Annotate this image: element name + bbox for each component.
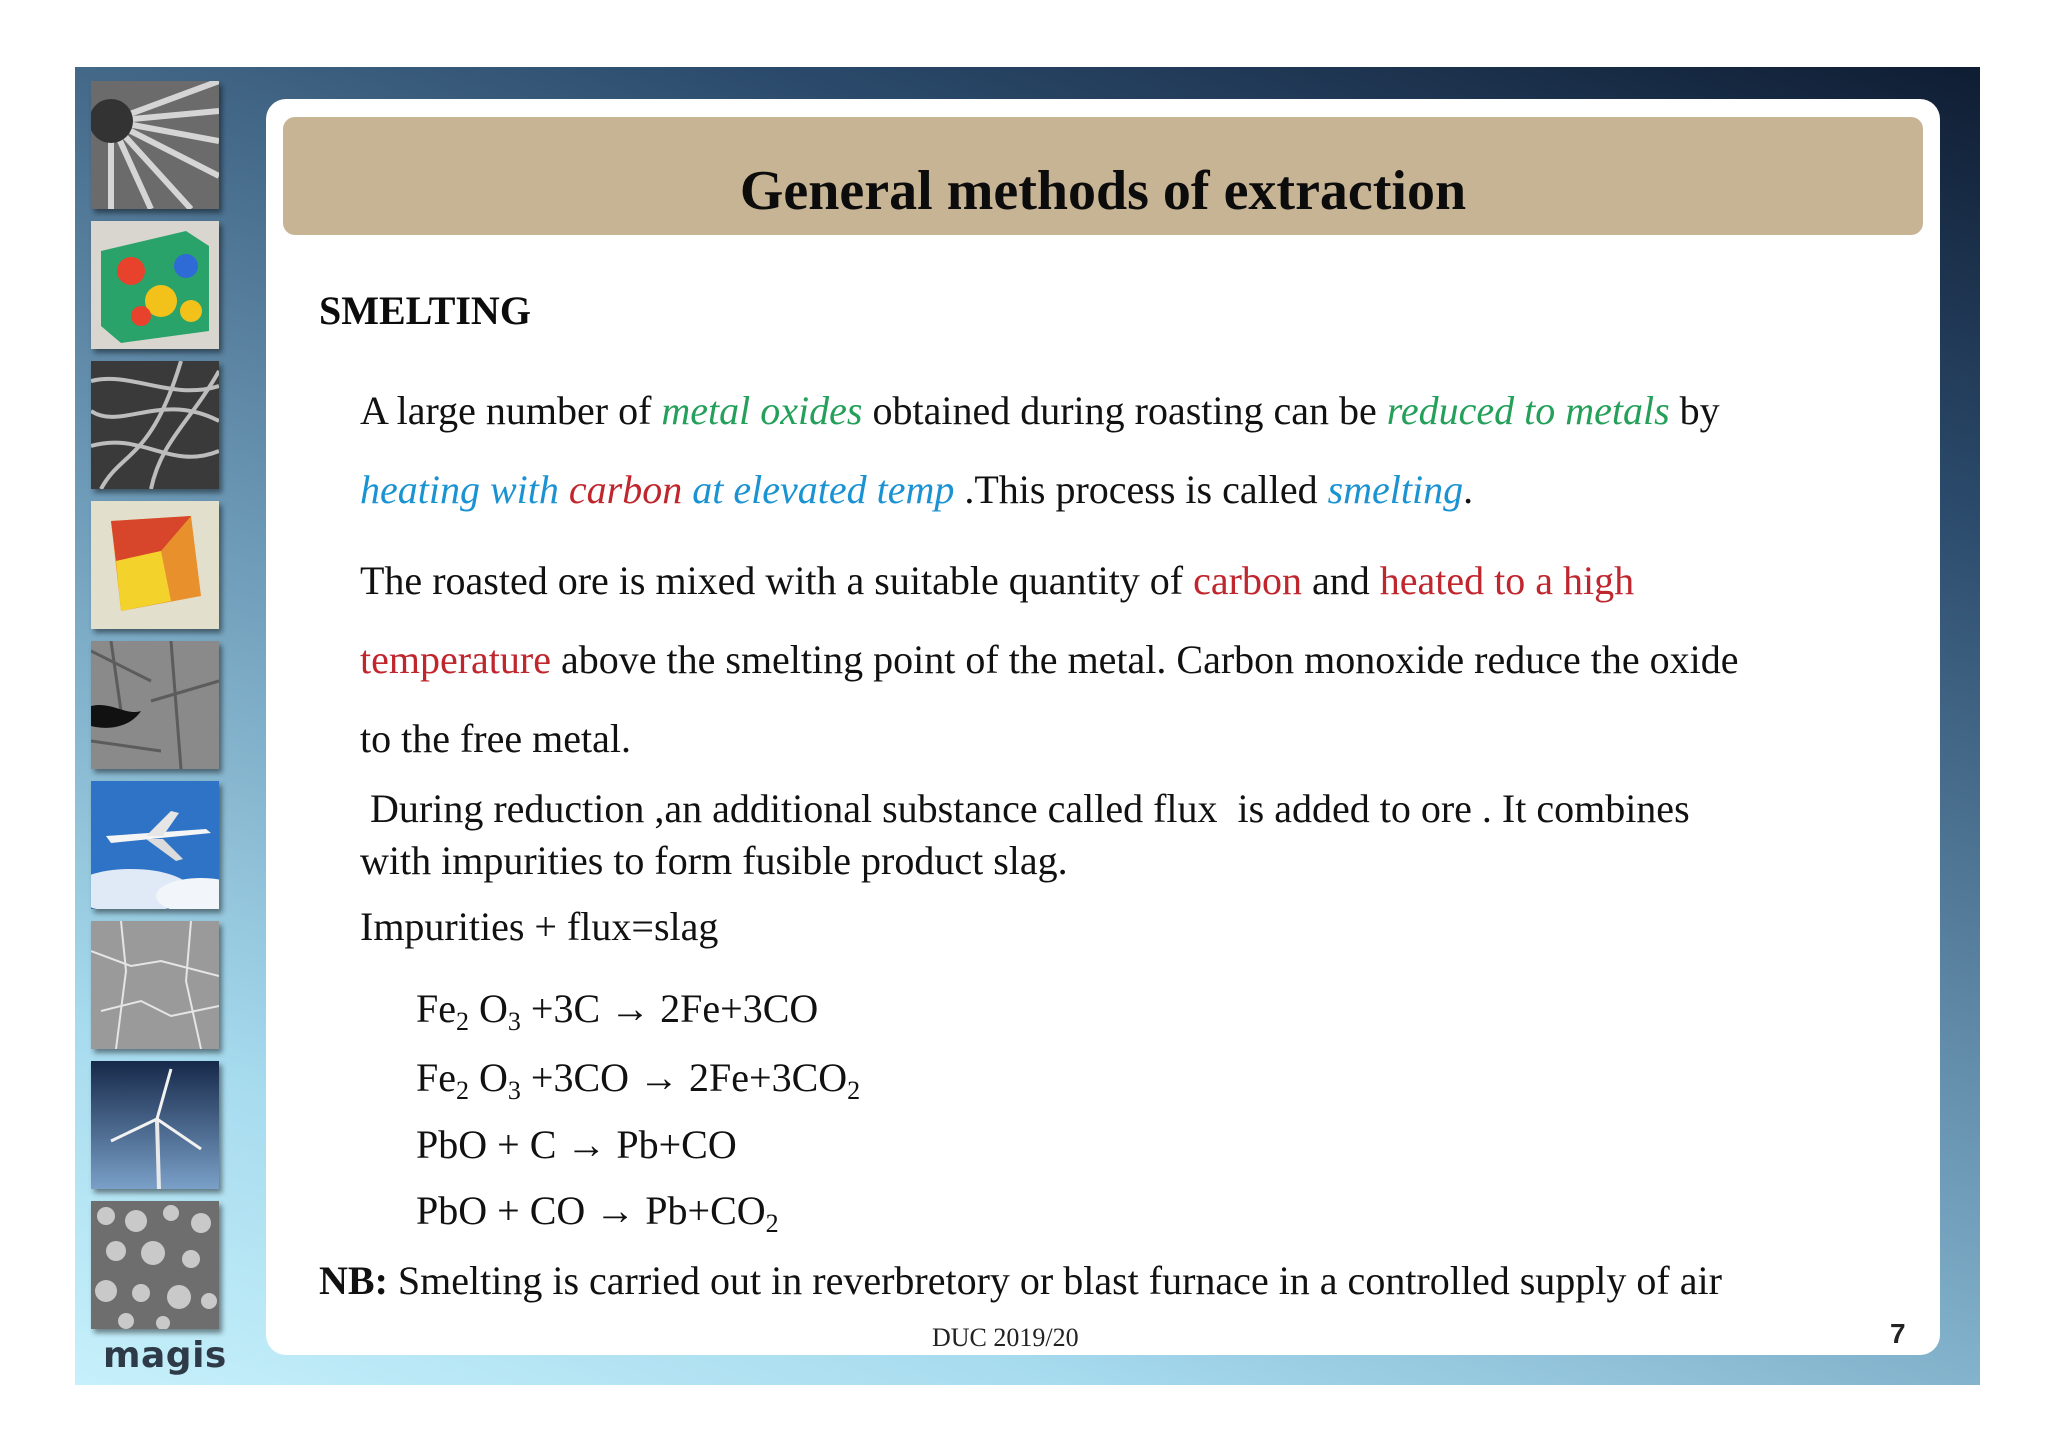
fiber-micrograph-image — [91, 361, 219, 489]
footer-text: DUC 2019/20 — [932, 1323, 1079, 1352]
paragraph-3-line-1: During reduction ,an additional substance called flux is added to ore . It combines — [360, 786, 1690, 831]
airplane-image — [91, 781, 219, 909]
paragraph-3-line-2: with impurities to form fusible product slag. — [360, 838, 1068, 883]
slide — [75, 67, 1980, 1385]
wind-turbine-image — [91, 1061, 219, 1189]
equation-2: $Fe_2$ $O_3 +3CO \to 2Fe+3CO_2$ — [416, 1055, 861, 1105]
paragraph-2-line-3: to the free metal. — [360, 716, 631, 761]
magis-logo: magis — [103, 1335, 227, 1376]
note: NB: Smelting is carried out in reverbretory or blast furnace in a controlled supply of air — [319, 1258, 1722, 1303]
paragraph-2-line-1: The roasted ore is mixed with a suitable quantity of carbon and heated to a high — [360, 558, 1635, 603]
equation-1: $Fe_2$ $O_3 +3C \to 2Fe+3CO$ — [416, 986, 819, 1036]
turbine-image — [91, 81, 219, 209]
content-panel — [266, 99, 1940, 1355]
paragraph-1-line-2: heating with carbon at elevated temp .This process is called smelting. — [360, 467, 1474, 512]
paragraph-2-line-2: temperature above the smelting point of the metal. Carbon monoxide reduce the oxide — [360, 637, 1739, 682]
grain-structure-image — [91, 1201, 219, 1329]
equation-4: PbO + CO → $Pb+CO_2$ — [416, 1188, 779, 1238]
paragraph-1-line-1: A large number of metal oxides obtained during roasting can be reduced to metals by — [360, 388, 1720, 433]
impurities-equation: Impurities + flux=slag — [360, 904, 719, 949]
simulation-block-image — [91, 221, 219, 349]
deformed-cube-image — [91, 501, 219, 629]
equation-3: PbO + C → Pb+CO — [416, 1122, 737, 1167]
fracture-surface-image — [91, 921, 219, 1049]
page-number: 7 — [1890, 1318, 1906, 1349]
section-heading: SMELTING — [319, 288, 531, 333]
title-bar — [283, 117, 1923, 235]
microstructure-image — [91, 641, 219, 769]
slide-title: General methods of extraction — [739, 160, 1467, 222]
